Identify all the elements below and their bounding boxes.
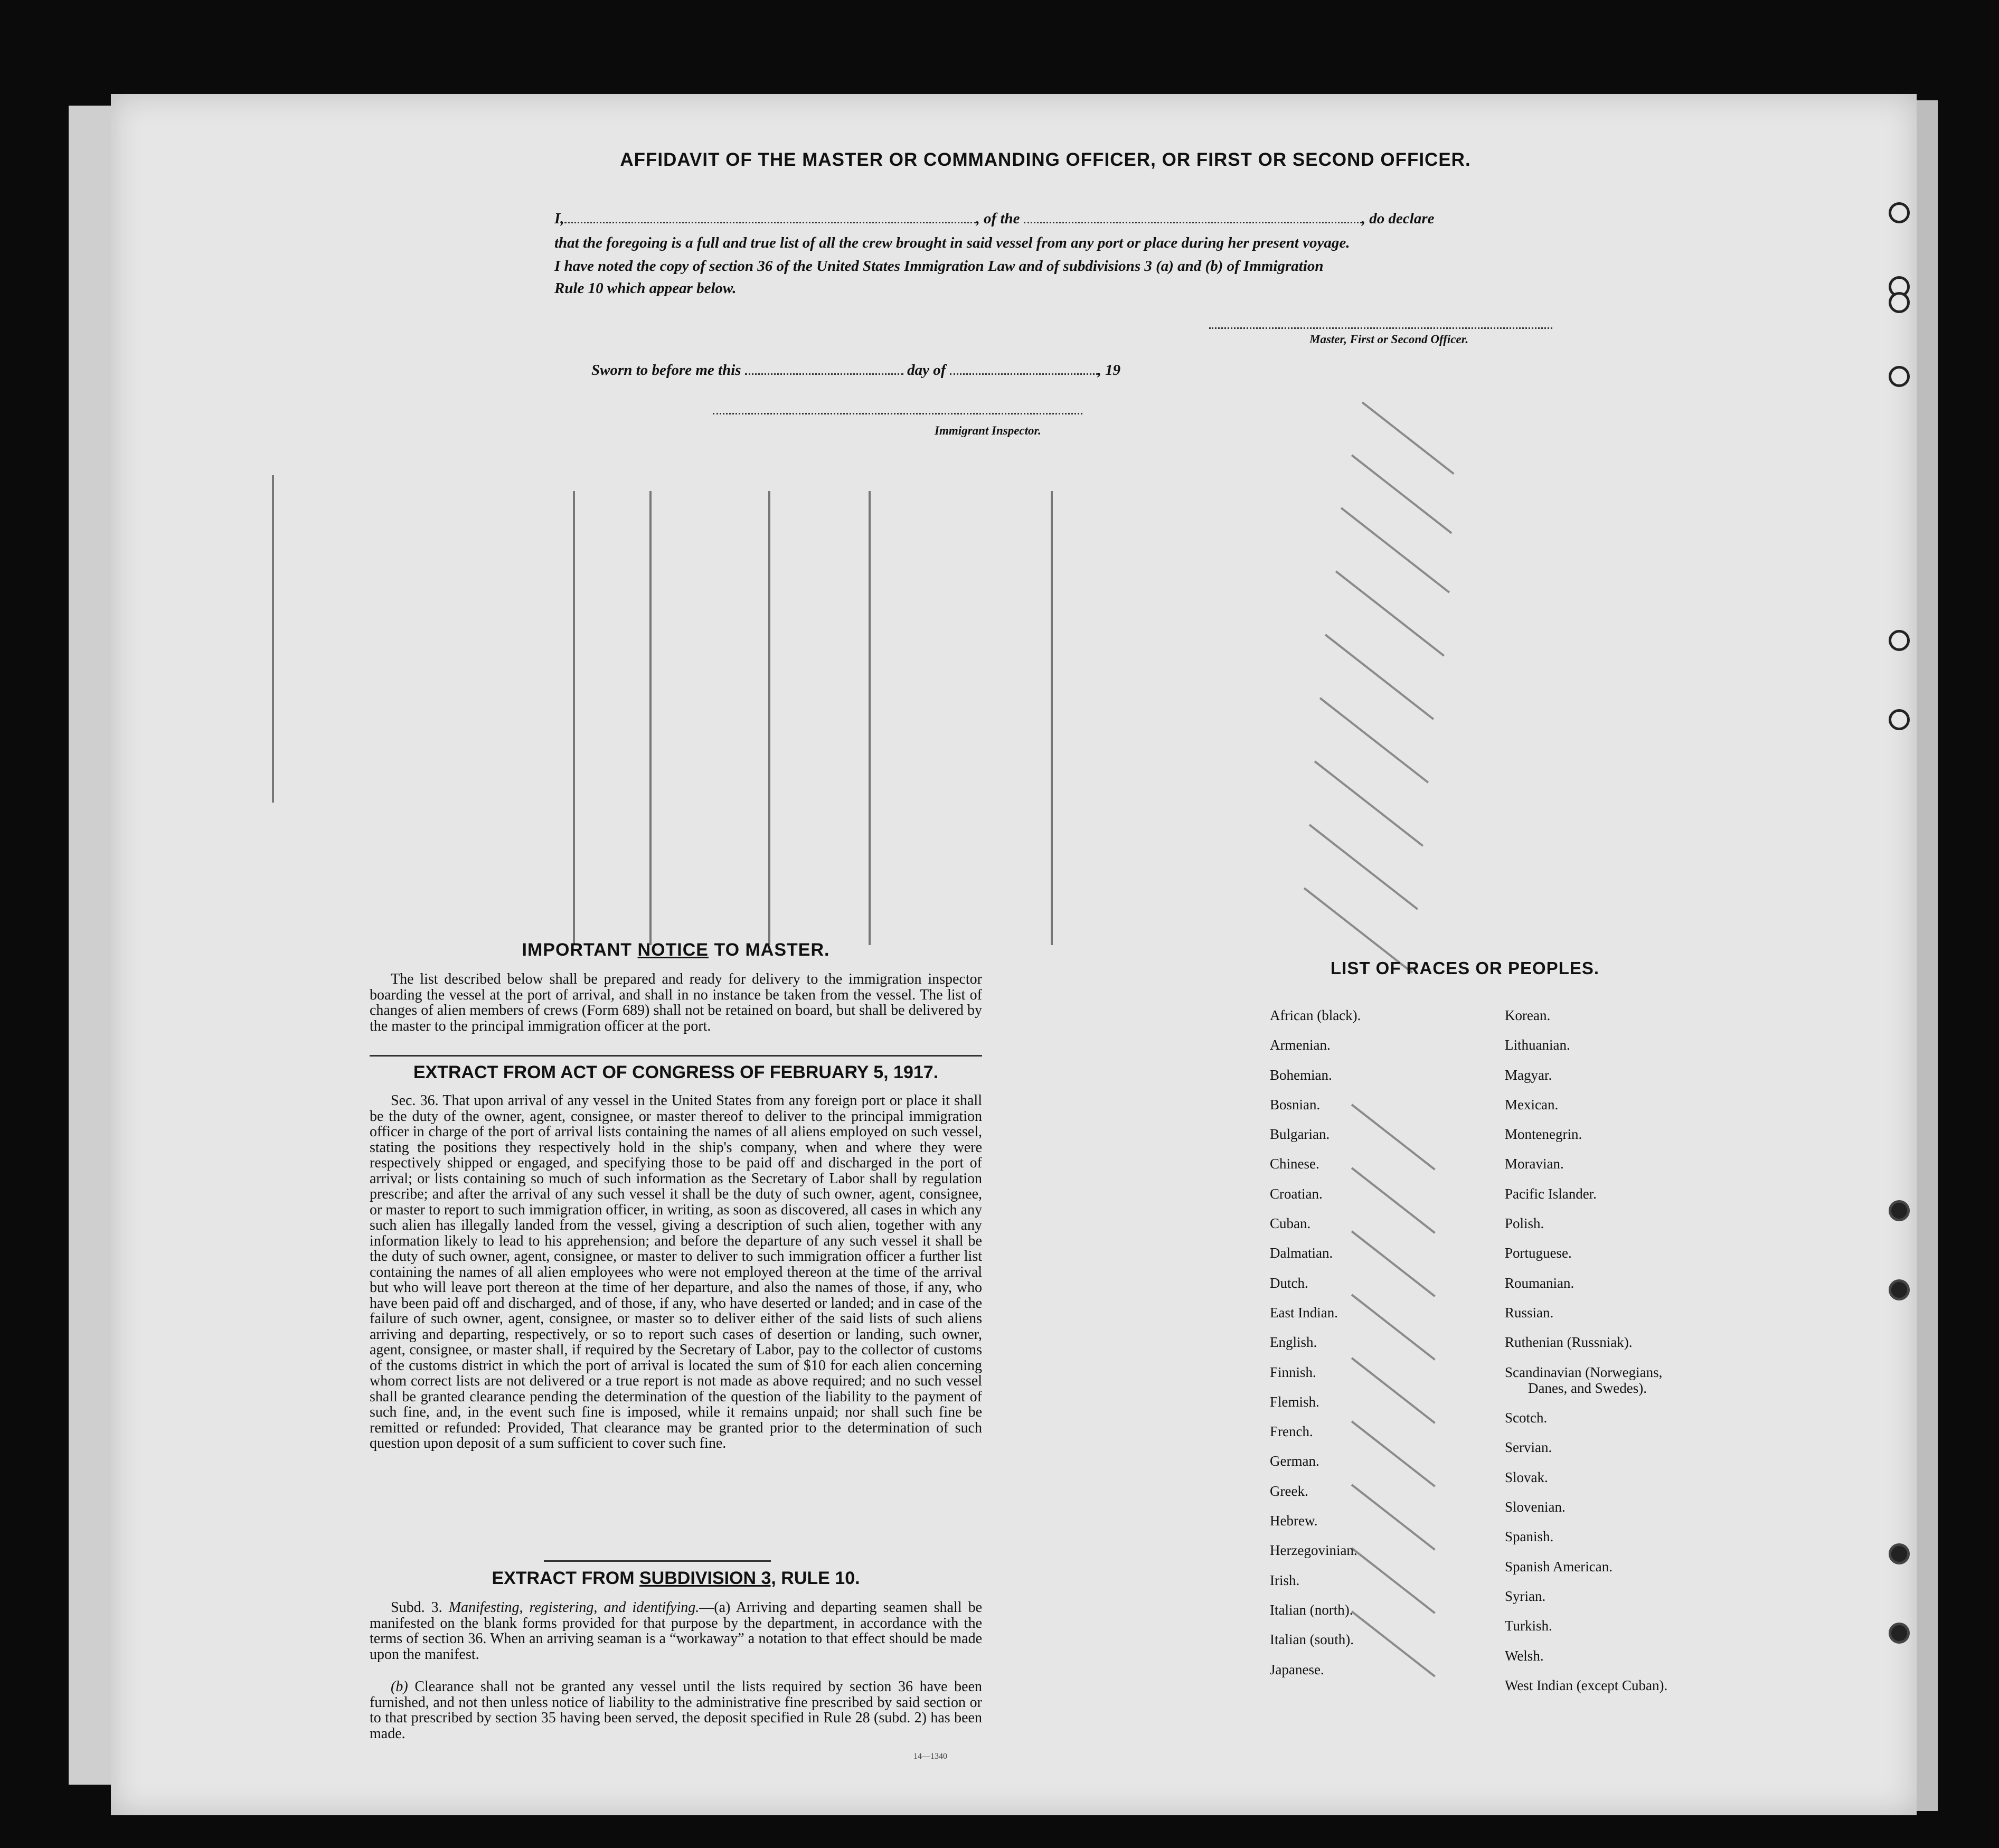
race-item: Lithuanian. bbox=[1505, 1037, 1570, 1053]
inspector-label: Immigrant Inspector. bbox=[935, 424, 1041, 437]
extract-rule-subd-b bbox=[370, 1679, 982, 1741]
sworn-line bbox=[591, 362, 1120, 379]
race-item: Portuguese. bbox=[1505, 1245, 1572, 1261]
race-item: Moravian. bbox=[1505, 1156, 1564, 1172]
race-item: East Indian. bbox=[1270, 1304, 1338, 1321]
race-item: Bulgarian. bbox=[1270, 1126, 1330, 1143]
race-item: Montenegrin. bbox=[1505, 1126, 1582, 1143]
affidavit-declaration-line bbox=[554, 210, 1434, 228]
race-item: Bohemian. bbox=[1270, 1067, 1332, 1083]
race-item: Spanish. bbox=[1505, 1529, 1554, 1545]
race-item: Ruthenian (Russniak). bbox=[1505, 1334, 1633, 1351]
race-item: Dalmatian. bbox=[1270, 1245, 1333, 1261]
race-item: Roumanian. bbox=[1505, 1275, 1574, 1291]
extract-rule-title bbox=[370, 1568, 982, 1589]
race-item: Spanish American. bbox=[1505, 1558, 1613, 1574]
bleed-column-rule bbox=[573, 491, 575, 945]
subd-b-label: (b) bbox=[391, 1679, 408, 1695]
notice-title-to-master: TO MASTER. bbox=[714, 940, 830, 960]
race-item: Armenian. bbox=[1270, 1037, 1331, 1053]
bleed-column-rule bbox=[768, 491, 770, 945]
affidavit-of-the: , of the bbox=[976, 210, 1020, 227]
race-item: Italian (north). bbox=[1270, 1601, 1353, 1618]
binder-hole bbox=[1889, 202, 1910, 223]
race-item: Servian. bbox=[1505, 1439, 1552, 1456]
binder-hole bbox=[1889, 1279, 1910, 1300]
race-item: Croatian. bbox=[1270, 1185, 1323, 1202]
bleed-column-rule bbox=[272, 475, 274, 803]
affidavit-line-3: I have noted the copy of section 36 of the United States Immigration Law and of subdivisions 3 (a) and (b) of Immigration bbox=[554, 258, 1324, 275]
extract-act-title: EXTRACT FROM ACT OF CONGRESS OF FEBRUARY 5, 1917. bbox=[413, 1062, 939, 1082]
race-item: Pacific Islander. bbox=[1505, 1185, 1597, 1202]
race-item: Korean. bbox=[1505, 1007, 1551, 1023]
sworn-month-blank[interactable] bbox=[950, 373, 1098, 375]
race-item: Flemish. bbox=[1270, 1393, 1319, 1410]
vessel-blank[interactable] bbox=[1024, 222, 1362, 223]
affidavit-title: AFFIDAVIT OF THE MASTER OR COMMANDING OFFICER, OR FIRST OR SECOND OFFICER. bbox=[620, 149, 1471, 170]
race-item: Welsh. bbox=[1505, 1647, 1544, 1664]
races-column-left bbox=[1270, 1001, 1361, 1684]
race-item: Scotch. bbox=[1505, 1410, 1548, 1426]
subd-heading: Manifesting, registering, and identifying. bbox=[448, 1599, 700, 1616]
notice-text: The list described below shall be prepared and ready for delivery to the immigration inspector boarding the vessel at the port of arrival, and shall in no instance be taken from the vessel. The list of changes of alien members of crews (Form 689) shall not be retained on board, but shall be delivered by the master to the principal immigration officer at the port. bbox=[370, 971, 982, 1034]
binder-hole bbox=[1889, 709, 1910, 730]
race-item: Hebrew. bbox=[1270, 1513, 1318, 1529]
affidavit-line-2: that the foregoing is a full and true list of all the crew brought in said vessel from any port or place during her present voyage. bbox=[554, 234, 1350, 251]
bleed-column-rule bbox=[1051, 491, 1053, 945]
race-item: Bosnian. bbox=[1270, 1096, 1321, 1112]
binder-hole bbox=[1889, 630, 1910, 651]
race-item: English. bbox=[1270, 1334, 1317, 1351]
notice-title-notice: NOTICE bbox=[637, 940, 709, 960]
section-divider bbox=[370, 1055, 982, 1057]
bleed-column-rule bbox=[649, 491, 652, 945]
race-item: Herzegovinian. bbox=[1270, 1542, 1357, 1559]
race-item: French. bbox=[1270, 1423, 1313, 1440]
form-number: 14—1340 bbox=[913, 1752, 947, 1761]
subd-b-text: Clearance shall not be granted any vessel until the lists required by section 36 have been furnished, and not then unless notice of liability to the administrative fine prescribed by said section or to that prescribed by section 35 having been served, the deposit specified in Rule 28 (subd. 2) has been made. bbox=[370, 1679, 983, 1742]
officer-signature-blank[interactable] bbox=[1209, 327, 1552, 329]
race-item: Dutch. bbox=[1270, 1275, 1308, 1291]
stacked-page-edge bbox=[1917, 100, 1938, 1811]
inspector-signature-blank[interactable] bbox=[713, 413, 1082, 414]
sworn-year: , 19 bbox=[1097, 362, 1121, 379]
binder-hole bbox=[1889, 1543, 1910, 1564]
races-title: LIST OF RACES OR PEOPLES. bbox=[1331, 958, 1600, 978]
underlying-page-edge bbox=[69, 106, 116, 1785]
race-item: Japanese. bbox=[1270, 1661, 1324, 1677]
race-item: German. bbox=[1270, 1453, 1319, 1469]
race-item: Polish. bbox=[1505, 1215, 1544, 1232]
race-item: Syrian. bbox=[1505, 1588, 1546, 1604]
extract-act-text: Sec. 36. That upon arrival of any vessel in the United States from any foreign port or place it shall be the duty of the owner, agent, consignee, or master thereof to deliver to the principal immigration officer in charge of the port of arrival lists containing the names of all aliens employed on such vessel, stating the positions they respectively hold in the ship's company, when and where they were respectively shipped or engaged, and specifying those to be paid off and discharged in the port of arrival; or lists containing so much of such information as the Secretary of Labor shall by regulation prescribe; and after the arrival of any such vessel it shall be the duty of such owner, agent, consignee, or master to report to such immigration officer, in writing, as soon as discovered, all cases in which any such alien has illegally landed from the vessel, giving a description of such alien, together with any information likely to lead to his apprehension; and before the departure of any such vessel it shall be the duty of such owner, agent, consignee, or master to deliver to such immigration officer a further list containing the names of all alien employees who were not employed thereon at the time of the arrival but who will leave port thereon at the time of her departure, and also the names of those, if any, who have been paid off and discharged, and of those, if any, who have deserted or landed; and in case of the failure of such owner, agent, consignee, or master so to deliver either of the said lists of such aliens arriving and departing, respectively, or so to report such cases of desertion or landing, such owner, agent, consignee, or master shall, if required by the Secretary of Labor, pay to the collector of customs of the customs district in which the port of arrival is located the sum of $10 for each alien concerning whom correct lists are not delivered or a true report is not made as above required; and no such vessel shall be granted clearance pending the determination of the question of the liability to the payment of such fine, and, in the event such fine is imposed, while it remains unpaid; nor shall such fine be remitted or refunded: Provided, That clearance may be granted prior to the determination of such question upon deposit of a sum sufficient to cover such fine. bbox=[370, 1092, 982, 1451]
race-item: African (black). bbox=[1270, 1007, 1361, 1023]
binder-hole bbox=[1889, 292, 1910, 313]
affidavit-i: I, bbox=[554, 210, 564, 227]
race-item: Chinese. bbox=[1270, 1156, 1319, 1172]
race-item: West Indian (except Cuban). bbox=[1505, 1677, 1668, 1693]
race-item: Italian (south). bbox=[1270, 1632, 1354, 1648]
binder-hole bbox=[1889, 1200, 1910, 1221]
extract-rule-title-3: RULE 10. bbox=[781, 1568, 860, 1588]
notice-title bbox=[370, 940, 982, 960]
name-blank[interactable] bbox=[564, 222, 976, 223]
officer-signature-label: Master, First or Second Officer. bbox=[1309, 333, 1469, 346]
notice-title-important: IMPORTANT bbox=[522, 940, 633, 960]
race-item: Turkish. bbox=[1505, 1618, 1552, 1634]
race-item: Irish. bbox=[1270, 1572, 1300, 1588]
race-item: Danes, and Swedes). bbox=[1528, 1380, 1647, 1396]
race-item: Cuban. bbox=[1270, 1215, 1311, 1232]
bleed-column-rule bbox=[869, 491, 871, 945]
race-item: Greek. bbox=[1270, 1483, 1308, 1499]
extract-rule-title-1: EXTRACT FROM bbox=[492, 1568, 635, 1588]
extract-rule-subd-a bbox=[370, 1600, 982, 1662]
section-divider bbox=[544, 1560, 771, 1562]
binder-hole bbox=[1889, 366, 1910, 387]
race-item: Slovak. bbox=[1505, 1469, 1548, 1485]
sworn-prefix: Sworn to before me this bbox=[591, 362, 741, 379]
sworn-day-of: day of bbox=[907, 362, 946, 379]
race-item: Slovenian. bbox=[1505, 1499, 1566, 1515]
races-column-right bbox=[1505, 1001, 1667, 1700]
extract-rule-title-2: SUBDIVISION 3, bbox=[639, 1568, 776, 1588]
sworn-day-blank[interactable] bbox=[745, 373, 903, 375]
race-item: Russian. bbox=[1505, 1304, 1554, 1321]
race-item: Mexican. bbox=[1505, 1096, 1559, 1112]
subd-label: Subd. 3. bbox=[391, 1599, 442, 1616]
race-item: Magyar. bbox=[1505, 1067, 1552, 1083]
affidavit-declare: , do declare bbox=[1361, 210, 1435, 227]
race-item: Scandinavian (Norwegians, bbox=[1505, 1364, 1663, 1380]
affidavit-line-4: Rule 10 which appear below. bbox=[554, 280, 737, 297]
subd-a-text: —(a) Arriving and departing seamen shall be manifested on the blank forms provided for that purpose by the department, in accordance with the terms of section 36. When an arriving seaman is a “workaway” a notation to that effect should be made upon the manifest. bbox=[370, 1599, 982, 1663]
binder-hole bbox=[1889, 1623, 1910, 1644]
race-item: Finnish. bbox=[1270, 1364, 1316, 1380]
